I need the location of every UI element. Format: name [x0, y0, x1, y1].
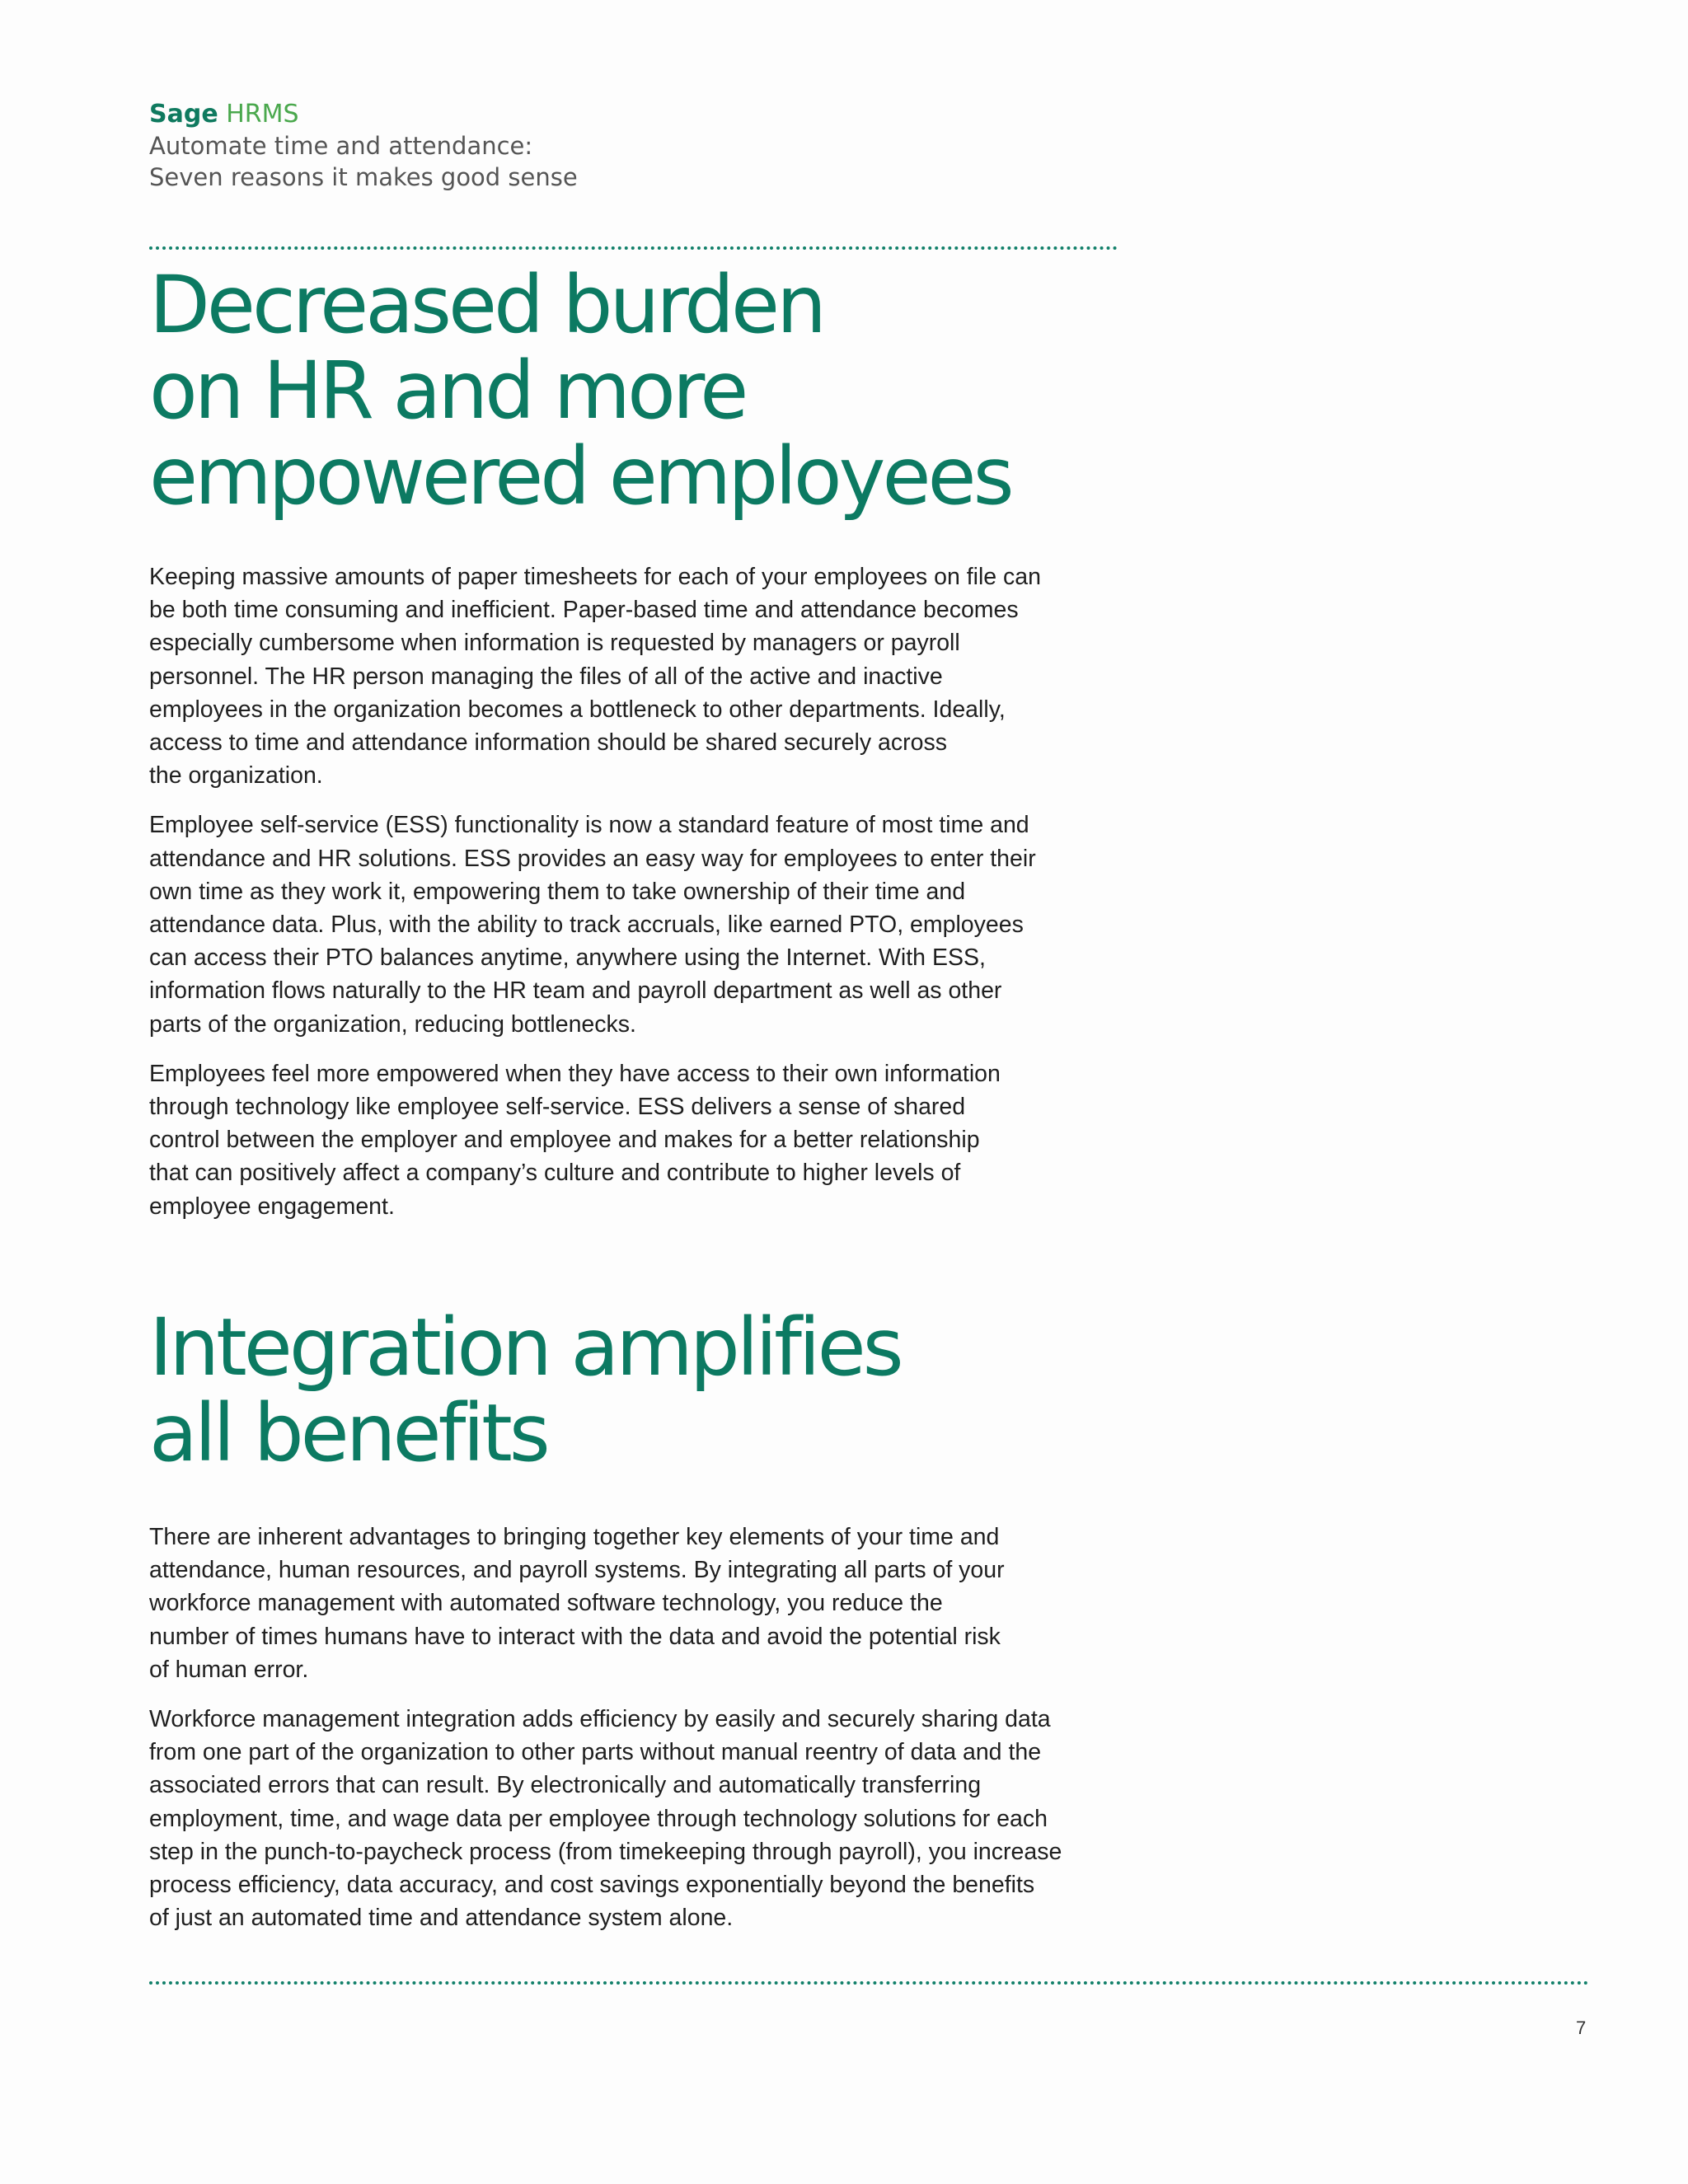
- document-header: [149, 99, 578, 193]
- document-title-line-2: Seven reasons it makes good sense: [149, 163, 578, 191]
- section-heading: [149, 259, 1122, 523]
- text-line: employee engagement.: [149, 1193, 395, 1220]
- section-integration: [149, 1301, 1122, 1951]
- text-line: Employees feel more empowered when they have access to their own information: [149, 1060, 1001, 1087]
- text-line: especially cumbersome when information is requested by managers or payroll: [149, 630, 960, 657]
- heading-line: empowered employees: [149, 430, 1011, 523]
- text-line: own time as they work it, empowering them to take ownership of their time and: [149, 878, 966, 905]
- text-line: step in the punch-to-paycheck process (from timekeeping through payroll), you increase: [149, 1838, 1062, 1865]
- text-line: from one part of the organization to other parts without manual reentry of data and the: [149, 1739, 1042, 1766]
- text-line: parts of the organization, reducing bottlenecks.: [149, 1010, 636, 1038]
- text-line: Keeping massive amounts of paper timesheets for each of your employees on file can: [149, 564, 1042, 590]
- top-divider: [149, 246, 1118, 250]
- section-heading: [149, 1301, 1122, 1479]
- text-line: can access their PTO balances anytime, anywhere using the Internet. With ESS,: [149, 944, 986, 972]
- body-paragraph: [149, 560, 1122, 792]
- text-line: the organization.: [149, 762, 323, 790]
- bottom-divider: [149, 1981, 1589, 1985]
- text-line: Workforce management integration adds efficiency by easily and securely sharing data: [149, 1706, 1051, 1733]
- text-line: of human error.: [149, 1656, 309, 1683]
- text-line: attendance, human resources, and payroll systems. By integrating all parts of your: [149, 1557, 1005, 1584]
- heading-line: Decreased burden: [149, 259, 823, 351]
- text-line: information flows naturally to the HR team and payroll department as well as other: [149, 977, 1002, 1005]
- heading-line: Integration amplifies: [149, 1301, 901, 1394]
- text-line: process efficiency, data accuracy, and cost savings exponentially beyond the benefits: [149, 1872, 1035, 1899]
- text-line: workforce management with automated software technology, you reduce the: [149, 1590, 943, 1617]
- text-line: attendance data. Plus, with the ability to track accruals, like earned PTO, employees: [149, 912, 1024, 939]
- body-paragraph: [149, 1057, 1122, 1223]
- heading-line: all benefits: [149, 1387, 547, 1479]
- brand-name: Sage: [149, 100, 218, 129]
- text-line: attendance and HR solutions. ESS provides an easy way for employees to enter their: [149, 845, 1036, 872]
- text-line: be both time consuming and inefficient. Paper-based time and attendance becomes: [149, 597, 1019, 624]
- text-line: number of times humans have to interact with the data and avoid the potential risk: [149, 1623, 1001, 1650]
- text-line: of just an automated time and attendance system alone.: [149, 1905, 734, 1932]
- text-line: employees in the organization becomes a bottleneck to other departments. Ideally,: [149, 696, 1006, 723]
- text-line: associated errors that can result. By electronically and automatically transferring: [149, 1772, 982, 1799]
- brand-logo: [149, 99, 578, 130]
- text-line: access to time and attendance information should be shared securely across: [149, 729, 947, 757]
- page-number: 7: [1576, 2018, 1587, 2038]
- text-line: control between the employer and employee and makes for a better relationship: [149, 1127, 980, 1154]
- heading-line: on HR and more: [149, 344, 746, 437]
- text-line: There are inherent advantages to bringing together key elements of your time and: [149, 1524, 1000, 1550]
- text-line: personnel. The HR person managing the files of all of the active and inactive: [149, 663, 943, 690]
- brand-product: HRMS: [226, 100, 299, 129]
- text-line: through technology like employee self-service. ESS delivers a sense of shared: [149, 1094, 966, 1121]
- body-paragraph: [149, 1521, 1122, 1686]
- body-paragraph: [149, 808, 1122, 1040]
- section-decreased-burden: [149, 259, 1122, 1240]
- text-line: Employee self-service (ESS) functionality is now a standard feature of most time and: [149, 812, 1029, 839]
- text-line: employment, time, and wage data per employee through technology solutions for each: [149, 1805, 1048, 1832]
- document-title-line-1: Automate time and attendance:: [149, 132, 533, 160]
- text-line: that can positively affect a company’s culture and contribute to higher levels of: [149, 1160, 961, 1187]
- body-paragraph: [149, 1703, 1122, 1934]
